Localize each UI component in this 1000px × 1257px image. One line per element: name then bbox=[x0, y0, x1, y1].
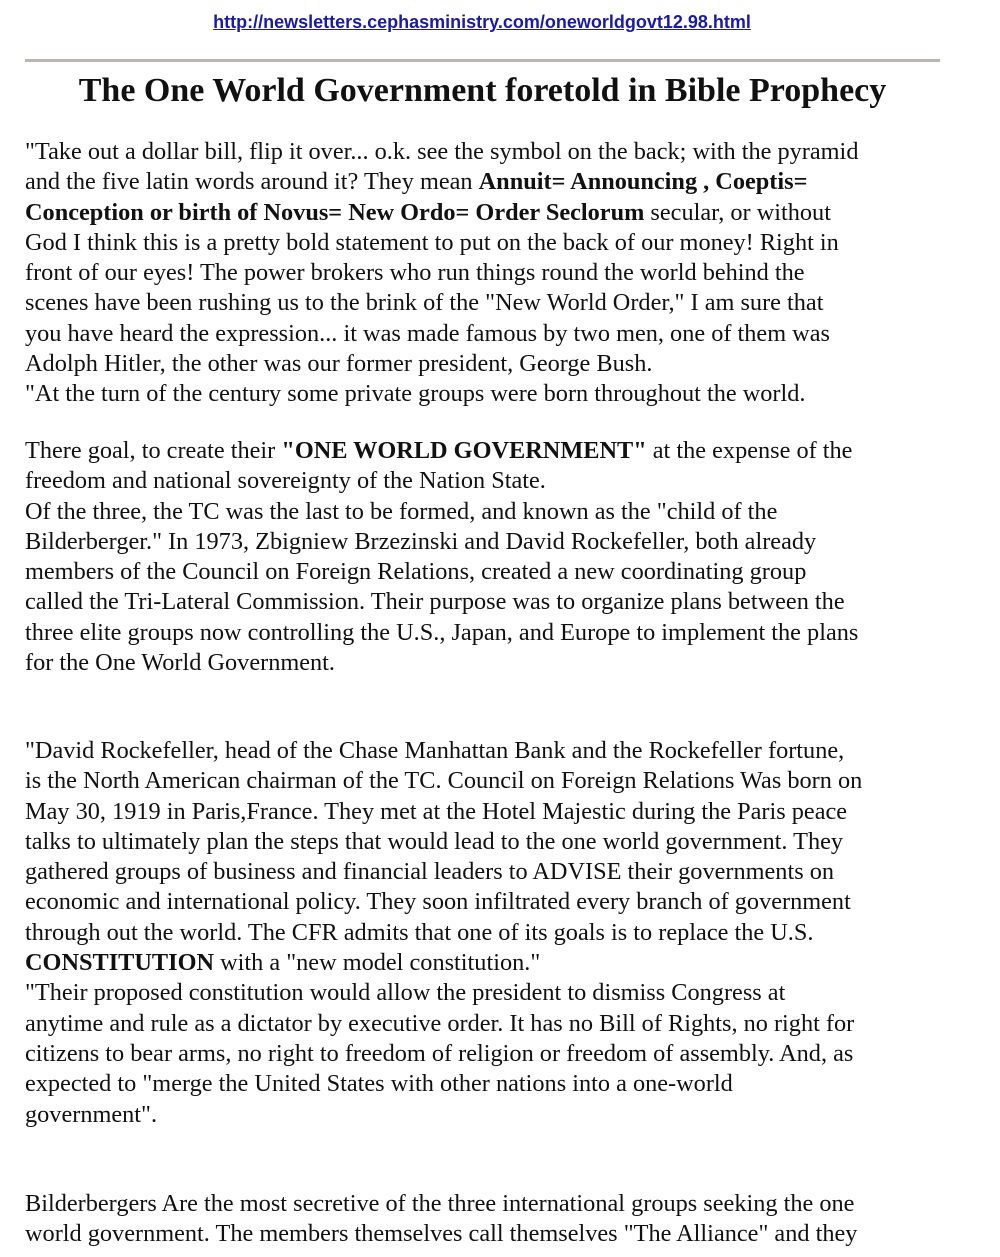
text-line: There goal, to create their "ONE WORLD GOVERNMENT" at the expense of the bbox=[25, 437, 853, 464]
text-line: and the five latin words around it? They mean Annuit= Announcing , Coeptis= bbox=[25, 168, 808, 196]
text-line: economic and international policy. They soon infiltrated every branch of government bbox=[25, 888, 851, 916]
text-line: members of the Council on Foreign Relations, created a new coordinating group bbox=[25, 558, 807, 586]
paragraph-one-world-government bbox=[25, 436, 955, 678]
text-line: scenes have been rushing us to the brink of the "New World Order," I am sure that bbox=[25, 289, 824, 317]
text-line: Of the three, the TC was the last to be formed, and known as the "child of the bbox=[25, 497, 778, 525]
text-line: you have heard the expression... it was made famous by two men, one of them was bbox=[25, 319, 830, 347]
text-line: front of our eyes! The power brokers who run things round the world behind the bbox=[25, 259, 805, 287]
text-line: May 30, 1919 in Paris,France. They met at the Hotel Majestic during the Paris peace bbox=[25, 797, 848, 825]
text-line: CONSTITUTION with a "new model constitution." bbox=[25, 949, 541, 977]
paragraph-dollar-bill bbox=[25, 137, 955, 410]
text-line: called the Tri-Lateral Commission. Their purpose was to organize plans between the bbox=[25, 588, 845, 616]
text-line: world government. The members themselves call themselves "The Alliance" and they bbox=[25, 1220, 858, 1248]
source-url-link[interactable]: http://newsletters.cephasministry.com/oneworldgovt12.98.html bbox=[213, 12, 751, 32]
text-line: freedom and national sovereignty of the Nation State. bbox=[25, 467, 546, 495]
text-line: God I think this is a pretty bold statement to put on the back of our money! Right in bbox=[25, 228, 839, 256]
text-line: "Take out a dollar bill, flip it over... o.k. see the symbol on the back; with the pyramid bbox=[25, 138, 859, 165]
header-divider bbox=[25, 59, 940, 62]
text-line: gathered groups of business and financial leaders to ADVISE their governments on bbox=[25, 858, 835, 886]
paragraph-bilderbergers bbox=[25, 1189, 955, 1250]
paragraph-rockefeller bbox=[25, 736, 955, 1130]
text-line: is the North American chairman of the TC. Council on Foreign Relations Was born on bbox=[25, 767, 863, 795]
text-line: Bilderbergers Are the most secretive of the three international groups seeking the one bbox=[25, 1190, 855, 1217]
text-line: Bilderberger." In 1973, Zbigniew Brzezinski and David Rockefeller, both already bbox=[25, 527, 817, 555]
text-line: "At the turn of the century some private groups were born throughout the world. bbox=[25, 380, 806, 408]
text-line: expected to "merge the United States with other nations into a one-world bbox=[25, 1070, 733, 1098]
text-line: anytime and rule as a dictator by executive order. It has no Bill of Rights, no right for bbox=[25, 1009, 855, 1037]
page-title: The One World Government foretold in Bible Prophecy bbox=[78, 72, 887, 109]
text-line: government". bbox=[25, 1100, 158, 1128]
text-line: "David Rockefeller, head of the Chase Manhattan Bank and the Rockefeller fortune, bbox=[25, 737, 845, 764]
text-line: talks to ultimately plan the steps that would lead to the one world government. They bbox=[25, 827, 844, 855]
text-line: "Their proposed constitution would allow the president to dismiss Congress at bbox=[25, 979, 786, 1007]
text-line: three elite groups now controlling the U.S., Japan, and Europe to implement the plans bbox=[25, 618, 859, 646]
text-line: Conception or birth of Novus= New Ordo= Order Seclorum secular, or without bbox=[25, 198, 831, 226]
text-line: through out the world. The CFR admits that one of its goals is to replace the U.S. bbox=[25, 918, 814, 946]
text-line: for the One World Government. bbox=[25, 649, 335, 677]
text-line: Adolph Hitler, the other was our former president, George Bush. bbox=[25, 350, 653, 378]
text-line: citizens to bear arms, no right to freedom of religion or freedom of assembly. And, as bbox=[25, 1039, 854, 1067]
